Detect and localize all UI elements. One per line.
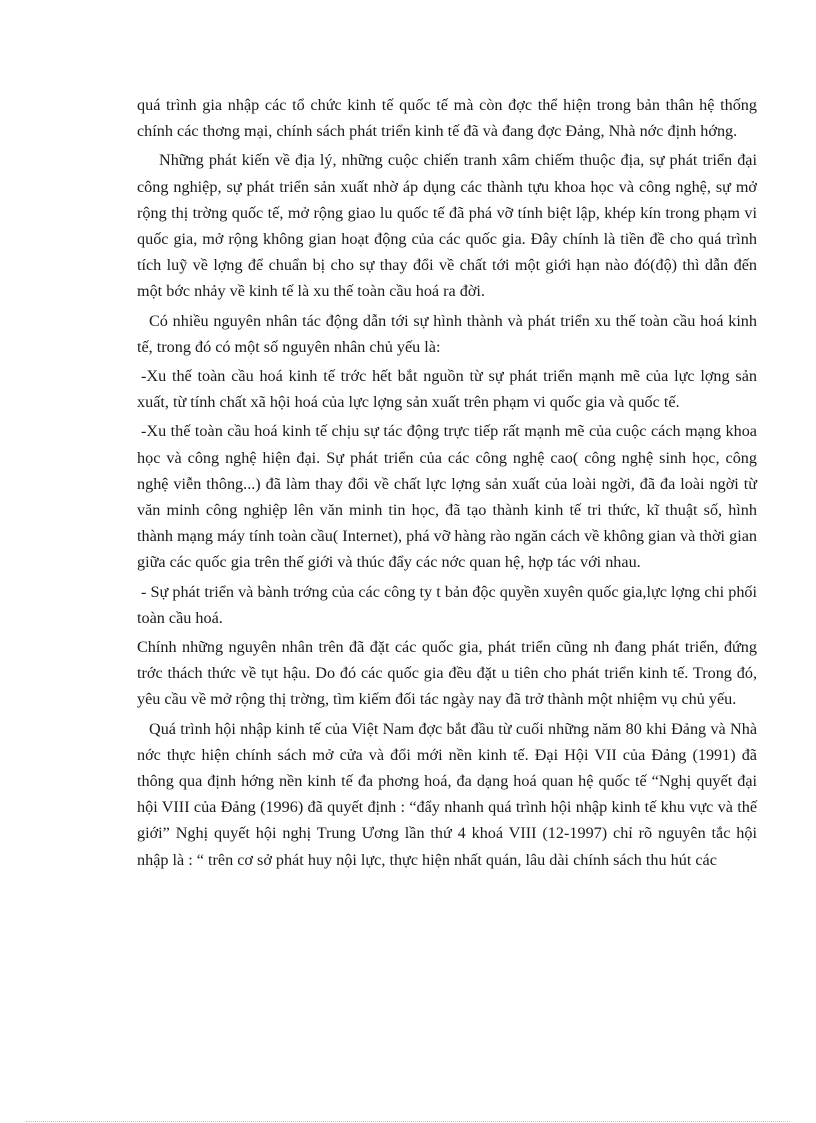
paragraph-6: - Sự phát triển và bành trớng của các công ty t bản độc quyền xuyên quốc gia,lực lợng chi phối toàn cầu hoá.: [137, 582, 757, 627]
paragraph-1: quá trình gia nhập các tổ chức kinh tế quốc tế mà còn đợc thể hiện trong bản thân hệ thống chính các thơng mại, chính sách phát triển kinh tế đã và đang đợc Đảng, Nhà nớc định hớng.: [137, 96, 757, 141]
paragraph-4: -Xu thế toàn cầu hoá kinh tế trớc hết bắt nguồn từ sự phát triển mạnh mẽ của lực lợng sản xuất, từ tính chất xã hội hoá của lực lợng sản xuất trên phạm vi quốc gia và quốc tế.: [137, 367, 757, 412]
page-bottom-rule: [26, 1121, 790, 1122]
paragraph-3: Có nhiều nguyên nhân tác động dẫn tới sự hình thành và phát triển xu thế toàn cầu hoá kinh tế, trong đó có một số nguyên nhân chủ yếu là:: [137, 311, 757, 356]
paragraph-5: -Xu thế toàn cầu hoá kinh tế chịu sự tác động trực tiếp rất mạnh mẽ của cuộc cách mạng khoa học và công nghệ hiện đại. Sự phát triển của các công nghệ cao( công nghệ sinh học, công nghệ viễn thông...) đã làm thay đổi về chất lực lợng sản xuất của loài ngời, đã đa loài ngời từ văn minh công nghiệp lên văn minh tin học, đã tạo thành kinh tế tri thức, kĩ thuật số, hình thành mạng máy tính toàn cầu( Internet), phá vỡ hàng rào ngăn cách về không gian và thời gian giữa các quốc gia trên thế giới và thúc đẩy các nớc quan hệ, hợp tác với nhau.: [137, 422, 757, 572]
paragraph-7: Chính những nguyên nhân trên đã đặt các quốc gia, phát triển cũng nh đang phát triển, đứng trớc thách thức về tụt hậu. Do đó các quốc gia đều đặt u tiên cho phát triển kinh tế. Trong đó, yêu cầu về mở rộng thị trờng, tìm kiếm đối tác ngày nay đã trở thành một nhiệm vụ chủ yếu.: [137, 638, 757, 709]
paragraph-8: Quá trình hội nhập kinh tế của Việt Nam đợc bắt đầu từ cuối những năm 80 khi Đảng và Nhà nớc thực hiện chính sách mở cửa và đổi mới nền kinh tế. Đại Hội VII của Đảng (1991) đã thông qua định hớng nền kinh tế đa phơng hoá, đa dạng hoá quan hệ quốc tế “Nghị quyết đại hội VIII của Đảng (1996) đã quyết định : “đẩy nhanh quá trình hội nhập kinh tế khu vực và thế giới” Nghị quyết hội nghị Trung Ương lần thứ 4 khoá VIII (12-1997) chỉ rõ nguyên tắc hội nhập là : “ trên cơ sở phát huy nội lực, thực hiện nhất quán, lâu dài chính sách thu hút các: [137, 719, 757, 869]
document-body: [137, 92, 757, 876]
paragraph-2: Những phát kiến về địa lý, những cuộc chiến tranh xâm chiếm thuộc địa, sự phát triển đại công nghiệp, sự phát triển sản xuất nhờ áp dụng các thành tựu khoa học và công nghệ, sự mở rộng thị trờng quốc tế, mở rộng giao lu quốc tế đã phá vỡ tính biệt lập, khép kín trong phạm vi quốc gia, mở rộng không gian hoạt động của các quốc gia. Đây chính là tiền đề cho quá trình tích luỹ về lợng để chuẩn bị cho sự thay đổi về chất tới một giới hạn nào đó(độ) thì dẫn đến một bớc nhảy về kinh tế là xu thế toàn cầu hoá ra đời.: [137, 151, 757, 301]
